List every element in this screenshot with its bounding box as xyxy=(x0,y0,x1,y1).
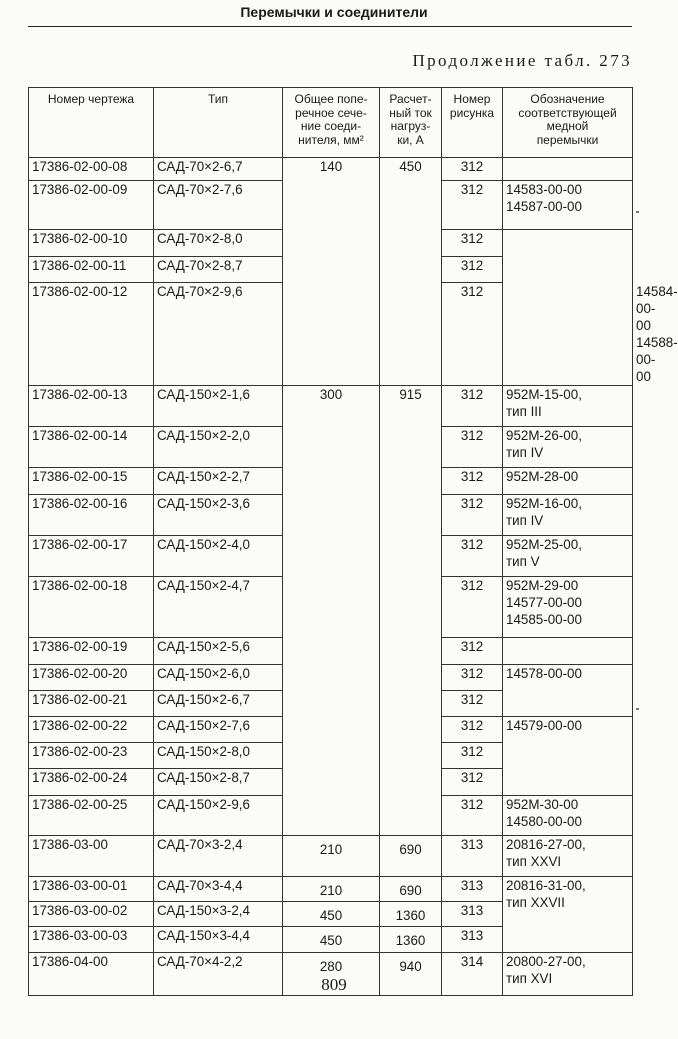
figure-number: 312 xyxy=(442,468,503,495)
designation-line: 14585-00-00 xyxy=(506,612,582,627)
copper-jumper-designation xyxy=(503,495,633,536)
figure-number: 313 xyxy=(442,836,503,877)
drawing-number: 17386-02-00-18 xyxy=(29,577,154,638)
designation-line: тип V xyxy=(506,554,540,569)
designation-line: 952М-29-00 xyxy=(506,578,579,593)
drawing-number: 17386-02-00-15 xyxy=(29,468,154,495)
figure-number: 313 xyxy=(442,927,503,953)
connector-type: САД-70×2-8,7 xyxy=(154,257,283,283)
connector-type: САД-150×2-4,7 xyxy=(154,577,283,638)
designation-line: 20816-27-00, xyxy=(506,837,586,852)
drawing-number: 17386-02-00-22 xyxy=(29,717,154,743)
drawing-number: 17386-02-00-19 xyxy=(29,638,154,665)
designation-line: 14578-00-00 xyxy=(506,666,582,681)
connector-type: САД-150×3-4,4 xyxy=(154,927,283,953)
figure-number: 312 xyxy=(442,427,503,468)
figure-number: 312 xyxy=(442,181,503,230)
figure-number: 312 xyxy=(442,769,503,796)
designation-line: 14577-00-00 xyxy=(506,595,582,610)
figure-number: 312 xyxy=(442,665,503,691)
designation-line: 952М-28-00 xyxy=(506,469,579,484)
connector-type: САД-70×2-7,6 xyxy=(154,181,283,230)
designation-line: 14587-00-00 xyxy=(506,199,582,214)
connector-type: САД-150×2-1,6 xyxy=(154,386,283,427)
scan-speck xyxy=(636,708,639,710)
connector-type: САД-150×3-2,4 xyxy=(154,902,283,927)
copper-jumper-designation xyxy=(503,230,633,386)
cross-section-value: 450 xyxy=(283,927,380,953)
header-rule xyxy=(28,26,632,27)
copper-jumper-designation xyxy=(503,877,633,953)
table-row xyxy=(29,158,633,181)
copper-jumper-designation xyxy=(503,717,633,796)
figure-number: 312 xyxy=(442,386,503,427)
connector-type: САД-150×2-7,6 xyxy=(154,717,283,743)
figure-number: 312 xyxy=(442,691,503,717)
designation-line: 20816-31-00, xyxy=(506,878,586,893)
drawing-number: 17386-03-00-01 xyxy=(29,877,154,902)
cross-section-value: 300 xyxy=(283,386,380,836)
drawing-number: 17386-02-00-24 xyxy=(29,769,154,796)
rated-current-value: 1360 xyxy=(380,927,442,953)
cross-section-value: 210 xyxy=(283,877,380,902)
drawing-number: 17386-03-00 xyxy=(29,836,154,877)
designation-line: тип III xyxy=(506,404,542,419)
drawing-number: 17386-02-00-10 xyxy=(29,230,154,257)
designation-line: 952М-15-00, xyxy=(506,387,582,402)
connector-type: САД-150×2-6,0 xyxy=(154,665,283,691)
figure-number: 312 xyxy=(442,158,503,181)
rated-current-value: 915 xyxy=(380,386,442,836)
page-number: 809 xyxy=(321,975,347,994)
drawing-number: 17386-02-00-25 xyxy=(29,796,154,836)
designation-line: тип XVI xyxy=(506,971,553,986)
drawing-number: 17386-02-00-20 xyxy=(29,665,154,691)
col-type: Тип xyxy=(154,88,283,158)
connector-type: САД-70×4-2,2 xyxy=(154,953,283,996)
designation-line: 952М-30-00 xyxy=(506,797,579,812)
rated-current-value: 690 xyxy=(380,877,442,902)
drawing-number: 17386-02-00-14 xyxy=(29,427,154,468)
col-drawing-number: Номер чертежа xyxy=(29,88,154,158)
drawing-number: 17386-02-00-09 xyxy=(29,181,154,230)
drawing-number: 17386-02-00-11 xyxy=(29,257,154,283)
designation-line: тип IV xyxy=(506,513,544,528)
copper-jumper-designation xyxy=(503,536,633,577)
designation-line: 14580-00-00 xyxy=(506,814,582,829)
copper-jumper-designation xyxy=(503,577,633,638)
connector-type: САД-70×3-2,4 xyxy=(154,836,283,877)
copper-jumper-designation xyxy=(503,796,633,836)
running-head: Перемычки и соединители xyxy=(240,4,428,20)
figure-number: 312 xyxy=(442,283,503,386)
figure-number: 313 xyxy=(442,902,503,927)
drawing-number: 17386-03-00-03 xyxy=(29,927,154,953)
table-row: 17386-02-00-12 САД-70×2-9,6 312 14584-00-00 14588-00-00 xyxy=(29,283,633,386)
cross-section-value: 450 xyxy=(283,902,380,927)
connector-type: САД-150×2-2,0 xyxy=(154,427,283,468)
connector-type: САД-70×2-9,6 xyxy=(154,283,283,386)
drawing-number: 17386-03-00-02 xyxy=(29,902,154,927)
col-figure-number: Номер рисунка xyxy=(442,88,503,158)
figure-number: 312 xyxy=(442,638,503,665)
drawing-number: 17386-02-00-08 xyxy=(29,158,154,181)
figure-number: 312 xyxy=(442,230,503,257)
table-row xyxy=(29,386,633,427)
cross-section-value: 280 xyxy=(283,953,380,996)
copper-jumper-designation xyxy=(503,427,633,468)
figure-number: 312 xyxy=(442,577,503,638)
connector-type: САД-70×3-4,4 xyxy=(154,877,283,902)
drawing-number: 17386-02-00-13 xyxy=(29,386,154,427)
figure-number: 312 xyxy=(442,536,503,577)
connector-type: САД-150×2-2,7 xyxy=(154,468,283,495)
rated-current-value: 940 xyxy=(380,953,442,996)
table-row xyxy=(29,877,633,902)
figure-number: 312 xyxy=(442,495,503,536)
drawing-number: 17386-04-00 xyxy=(29,953,154,996)
designation-line: 14579-00-00 xyxy=(506,718,582,733)
designation-line: тип XXVI xyxy=(506,854,562,869)
cross-section-value: 140 xyxy=(283,158,380,386)
table-continuation-caption: Продолжение табл. 273 xyxy=(412,51,632,70)
copper-jumper-designation xyxy=(503,638,633,665)
connector-table xyxy=(28,87,678,996)
designation-line: тип IV xyxy=(506,445,544,460)
designation-line: 20800-27-00, xyxy=(506,954,586,969)
connector-type: САД-150×2-3,6 xyxy=(154,495,283,536)
col-copper-jumper: Обозначение соответствующей медной перемычки xyxy=(503,88,633,158)
connector-type: САД-150×2-8,7 xyxy=(154,769,283,796)
connector-type: САД-150×2-4,0 xyxy=(154,536,283,577)
copper-jumper-designation xyxy=(503,836,633,877)
connector-type: САД-150×2-8,0 xyxy=(154,743,283,769)
figure-number: 312 xyxy=(442,743,503,769)
table-row xyxy=(29,836,633,877)
copper-jumper-designation xyxy=(503,386,633,427)
designation-line: 952М-25-00, xyxy=(506,537,582,552)
table-header-row xyxy=(29,88,633,158)
connector-type: САД-70×2-6,7 xyxy=(154,158,283,181)
drawing-number: 17386-02-00-21 xyxy=(29,691,154,717)
rated-current-value: 450 xyxy=(380,158,442,386)
scan-speck xyxy=(636,211,639,213)
cross-section-value: 210 xyxy=(283,836,380,877)
connector-type: САД-70×2-8,0 xyxy=(154,230,283,257)
connector-type: САД-150×2-5,6 xyxy=(154,638,283,665)
connector-type: САД-150×2-6,7 xyxy=(154,691,283,717)
col-rated-current: Расчет- ный ток нагруз- ки, А xyxy=(380,88,442,158)
figure-number: 313 xyxy=(442,877,503,902)
rated-current-value: 1360 xyxy=(380,902,442,927)
table-body xyxy=(29,158,678,996)
rated-current-value: 690 xyxy=(380,836,442,877)
figure-number: 312 xyxy=(442,257,503,283)
designation-line: 14583-00-00 xyxy=(506,182,582,197)
drawing-number: 17386-02-00-12 xyxy=(29,283,154,386)
connector-type: САД-150×2-9,6 xyxy=(154,796,283,836)
drawing-number: 17386-02-00-16 xyxy=(29,495,154,536)
copper-jumper-designation xyxy=(503,181,633,230)
designation-line: 952М-26-00, xyxy=(506,428,582,443)
figure-number: 314 xyxy=(442,953,503,996)
drawing-number: 17386-02-00-17 xyxy=(29,536,154,577)
drawing-number: 17386-02-00-23 xyxy=(29,743,154,769)
figure-number: 312 xyxy=(442,717,503,743)
designation-line: тип XXVII xyxy=(506,895,565,910)
copper-jumper-designation xyxy=(503,665,633,717)
designation-line: 952М-16-00, xyxy=(506,496,582,511)
copper-jumper-designation xyxy=(503,468,633,495)
col-cross-section: Общее попе- речное сече- ние соеди- нителя, мм² xyxy=(283,88,380,158)
figure-number: 312 xyxy=(442,796,503,836)
copper-jumper-designation xyxy=(503,158,633,181)
